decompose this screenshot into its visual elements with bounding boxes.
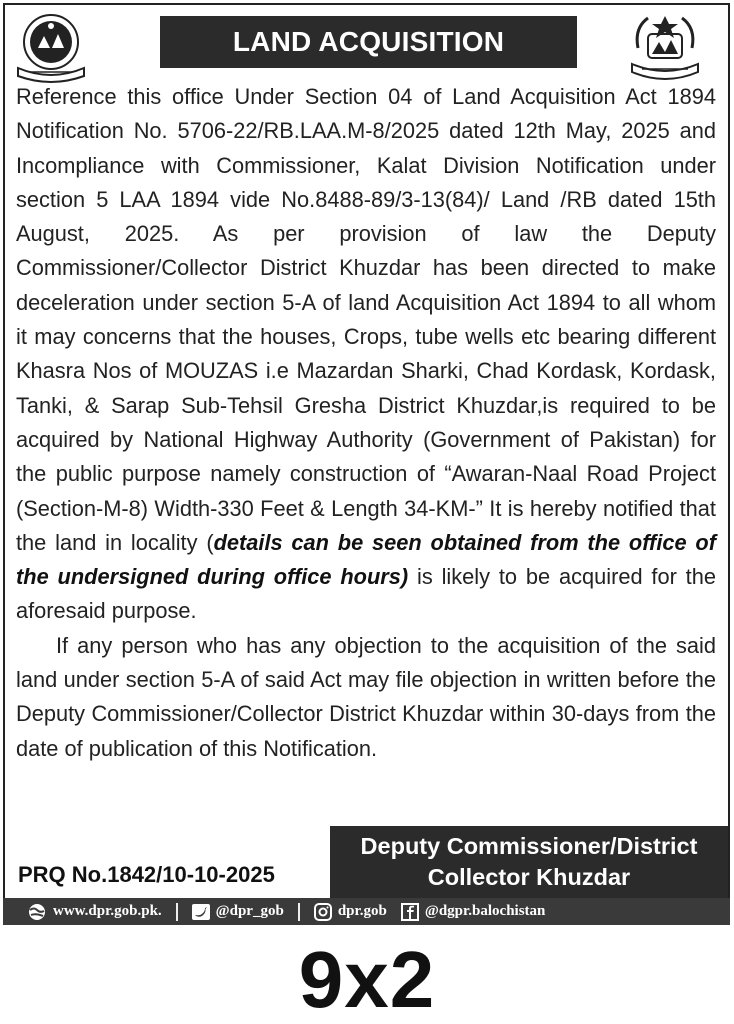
instagram-icon bbox=[314, 903, 332, 921]
twitter-icon bbox=[192, 904, 210, 920]
footer-separator bbox=[298, 903, 300, 921]
footer-bar bbox=[3, 898, 730, 925]
balochistan-emblem-icon bbox=[10, 8, 92, 86]
footer-facebook[interactable]: @dgpr.balochistan bbox=[401, 903, 546, 921]
notice-paragraph-2: If any person who has any objection to the acquisition of the said land under section 5-A of said Act may file objection in written before the Deputy Commissioner/Collector District Khuzdar within 30-days from the date of publication of this Notification. bbox=[16, 632, 716, 761]
notice-body bbox=[16, 80, 716, 766]
notice-highlight: details can be seen obtained from the office of the undersigned during office hours) bbox=[16, 529, 716, 590]
signatory-line-1: Deputy Commissioner/District bbox=[360, 833, 698, 859]
footer-twitter[interactable]: @dpr_gob bbox=[192, 903, 284, 920]
facebook-icon bbox=[401, 903, 419, 921]
signatory-box bbox=[330, 826, 728, 898]
ad-size-code: 9x2 bbox=[298, 935, 436, 1024]
footer-website[interactable]: www.dpr.gob.pk. bbox=[27, 903, 162, 921]
notice-title: LAND ACQUISITION bbox=[160, 16, 577, 68]
footer-separator bbox=[176, 903, 178, 921]
globe-icon bbox=[27, 903, 47, 921]
dgpr-emblem-icon bbox=[624, 8, 706, 86]
signatory-line-2: Collector Khuzdar bbox=[427, 864, 631, 890]
notice-paragraph-1: Reference this office Under Section 04 of Land Acquisition Act 1894 Notification No. 5706-22/RB.LAA.M-8/2025 dated 12th May, 2025 and Incompliance with Commissioner, Kalat Division Notification under section 5 LAA 1894 vide No.8488-89/3-13(84)/ Land /RB dated 15th August, 2025. As per provision of law the Deputy Commissioner/Collector District Khuzdar has been directed to make deceleration under section 5-A of land Acquisition Act 1894 to all whom it may concerns that the houses, Crops, tube wells etc bearing different Khasra Nos of MOUZAS i.e Mazardan Sharki, Chad Kordask, Kordask, Tanki, & Sarap Sub-Tehsil Gresha District Khuzdar,is required to be acquired by National Highway Authority (Government of Pakistan) for the public purpose namely construction of “Awaran-Naal Road Project (Section-M-8) Width-330 Feet & Length 34-KM-” It is hereby notified that the land in locality (details can be seen obtained from the office of the undersigned during office hours) is likely to be acquired for the aforesaid purpose. bbox=[16, 84, 716, 624]
footer-instagram[interactable]: dpr.gob bbox=[314, 903, 387, 921]
prq-number: PRQ No.1842/10-10-2025 bbox=[18, 862, 275, 887]
